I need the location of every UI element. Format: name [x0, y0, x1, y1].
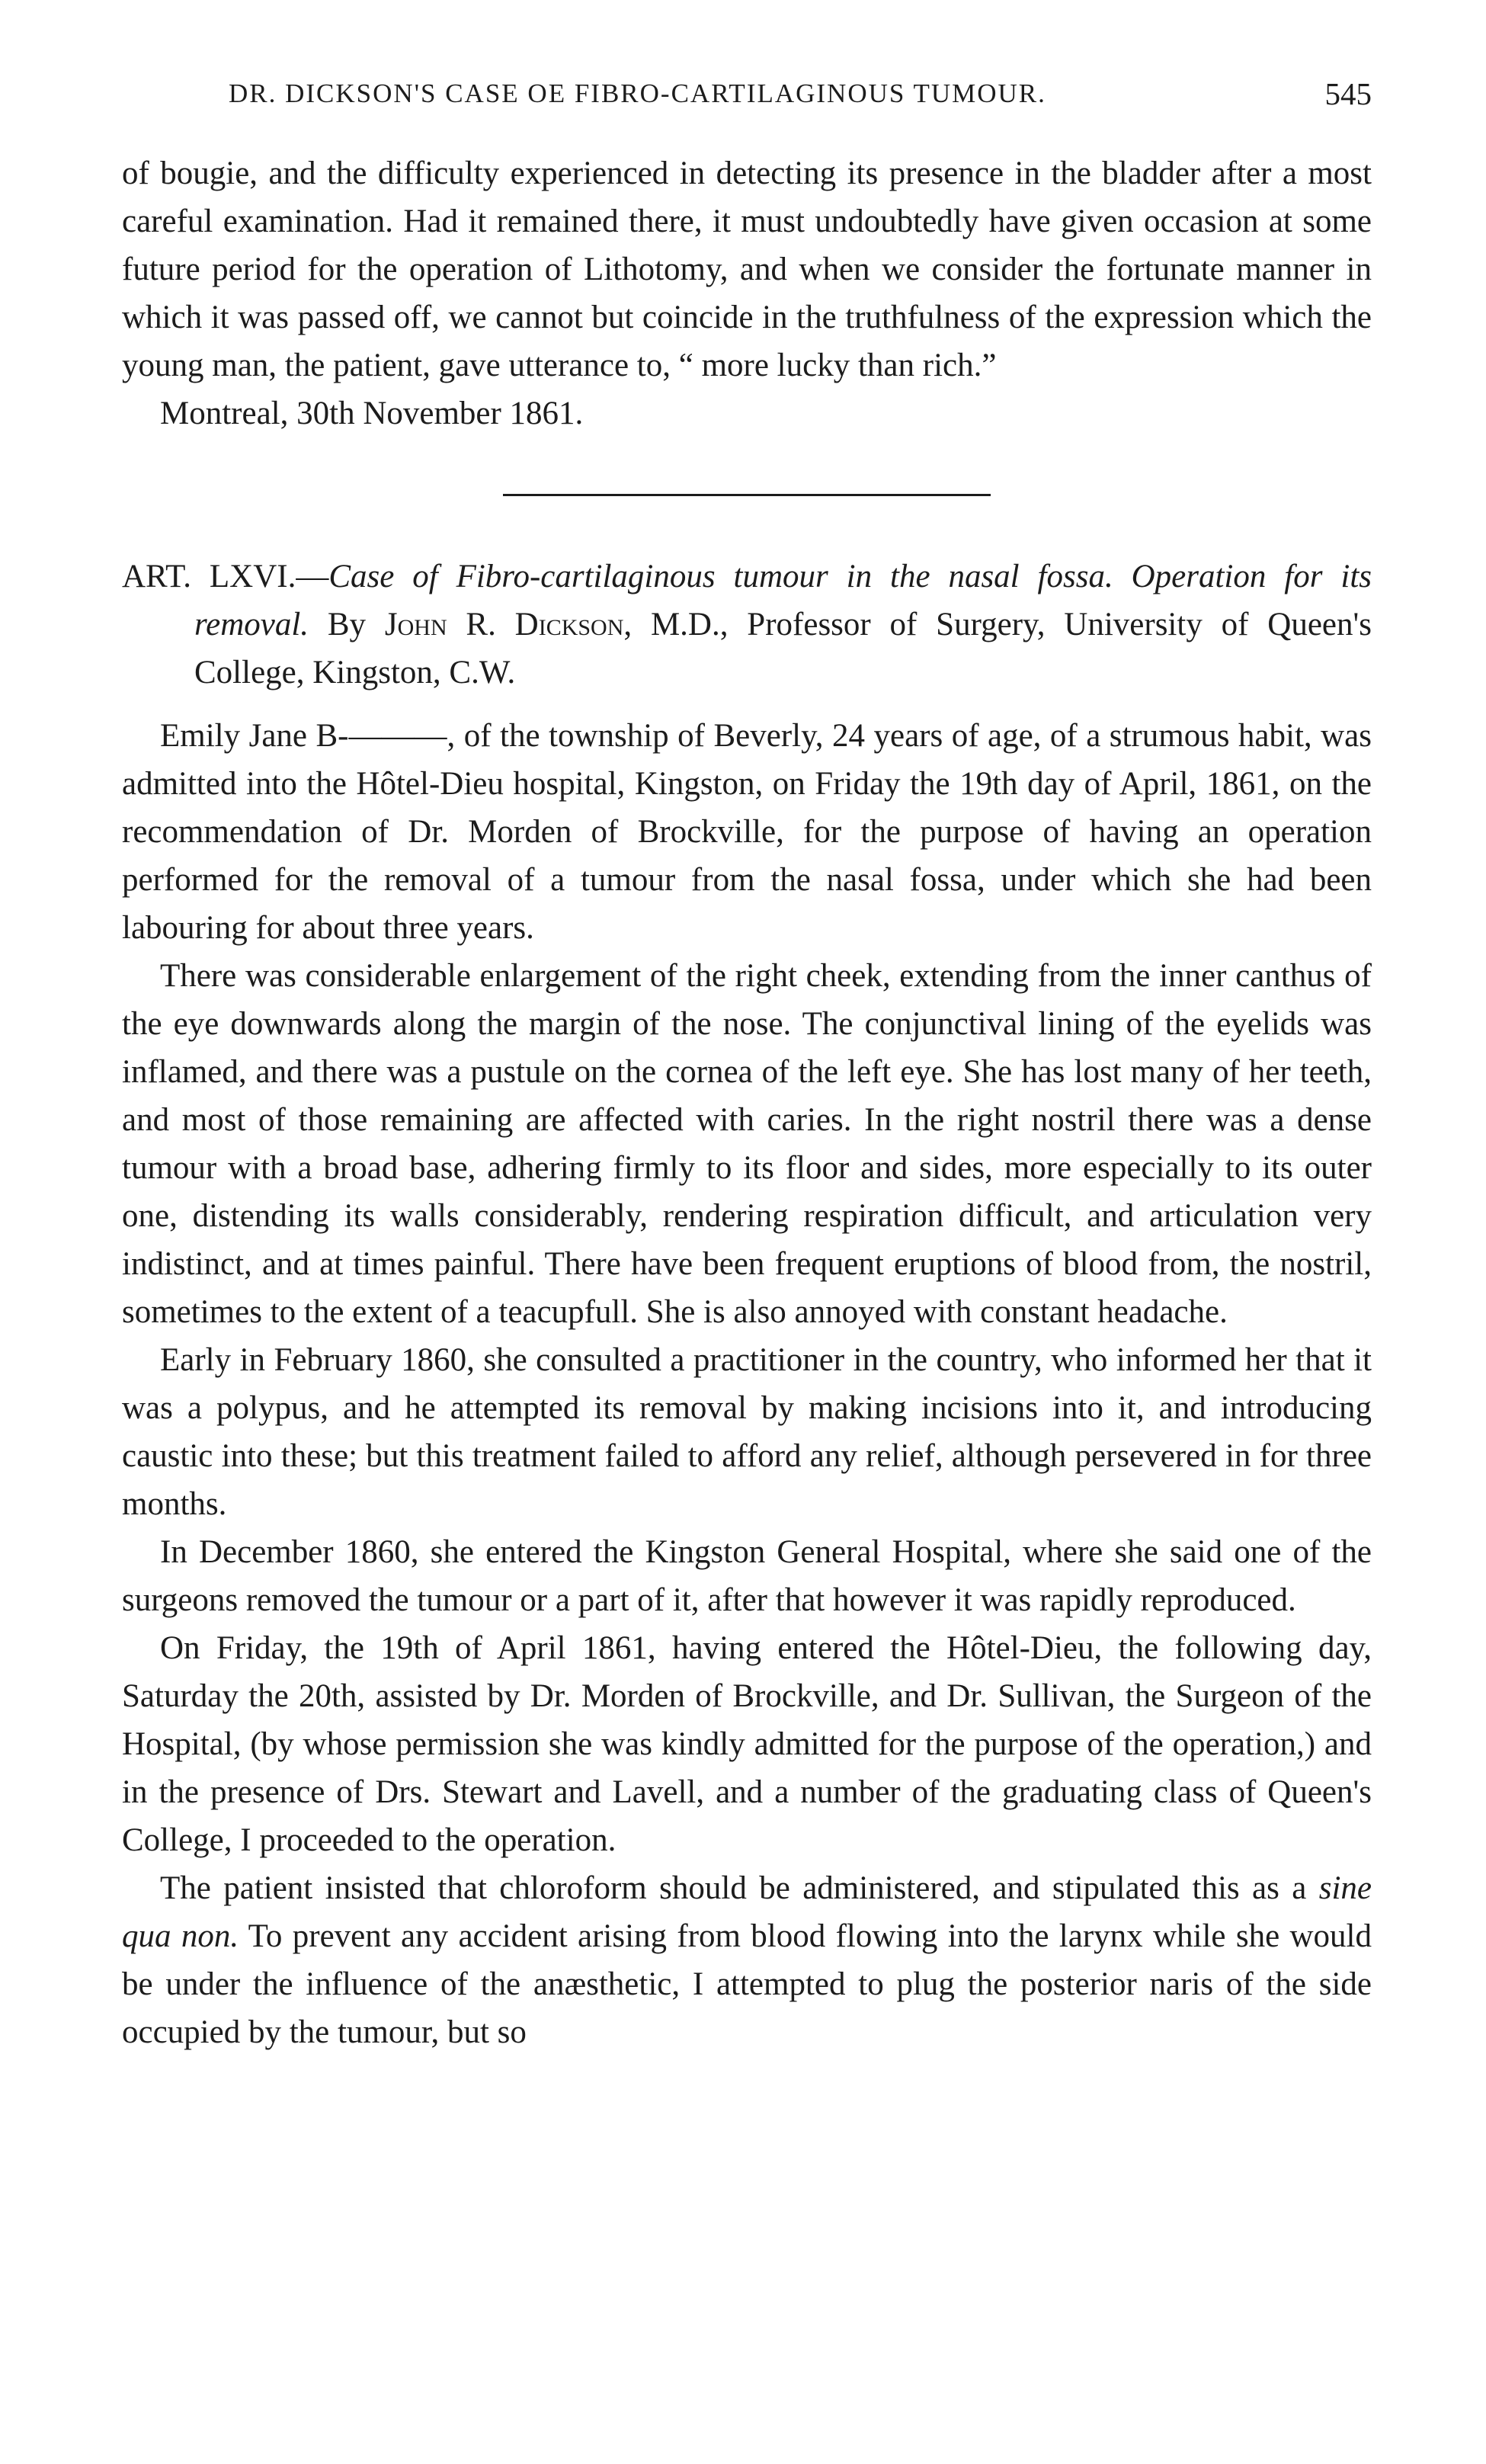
article-by: By: [309, 607, 385, 642]
article-credentials: , M.D., Professor of Surgery, University of Queen's College, Kingston, C.W.: [194, 607, 1372, 690]
paragraph-2: There was considerable enlargement of the right cheek, extending from the inner canthus of the eye downwards along the margin of the nose. The conjunctival lining of the eyelids was inflamed, and there was a pustule on the cornea of the left eye. She has lost many of her teeth, and most of those remaining are affected with caries. In the right nostril there was a dense tumour with a broad base, adhering firmly to its floor and sides, more especially to its outer one, distending its walls considerably, rendering respiration difficult, and articulation very indistinct, and at times painful. There have been frequent eruptions of blood from, the nostril, sometimes to the extent of a teacupfull. She is also annoyed with constant headache.: [122, 958, 1372, 1330]
prev-article-dateline: Montreal, 30th November 1861.: [160, 396, 584, 431]
prev-article-paragraph: of bougie, and the difficulty experienced in detecting its presence in the bladder after a most careful examination. Had it remained there, it must undoubtedly have given occasion at some future period for the operation of Lithotomy, and when we consider the fortunate manner in which it was passed off, we cannot but coincide in the truthfulness of the expression which the young man, the patient, gave utterance to, “ more lucky than rich.”: [122, 155, 1372, 383]
article-author: John R. Dickson: [384, 607, 624, 642]
paragraph-3: Early in February 1860, she consulted a practitioner in the country, who informed her that it was a polypus, and he attempted its removal by making incisions into it, and introducing caustic into these; but this treatment failed to afford any relief, although persevered in for three months.: [122, 1342, 1372, 1522]
body-text: [122, 149, 1372, 2056]
paragraph-6-italic: sine qua non.: [122, 1870, 1372, 1954]
running-title: DR. DICKSON'S CASE OE FIBRO-CARTILAGINOUS TUMOUR.: [229, 79, 1046, 108]
article-heading: [122, 553, 1372, 697]
paragraph-6-text-a: The patient insisted that chloroform should be administered, and stipulated this as a: [160, 1870, 1319, 1906]
section-divider-rule: [503, 494, 991, 496]
paragraph-5: On Friday, the 19th of April 1861, having entered the Hôtel-Dieu, the following day, Saturday the 20th, assisted by Dr. Morden of Brockville, and Dr. Sullivan, the Surgeon of the Hospital, (by whose permission she was kindly admitted for the purpose of the operation,) and in the presence of Drs. Stewart and Lavell, and a number of the graduating class of Queen's College, I proceeded to the operation.: [122, 1630, 1372, 1858]
paragraph-1: Emily Jane B-———, of the township of Beverly, 24 years of age, of a strumous habit, was admitted into the Hôtel-Dieu hospital, Kingston, on Friday the 19th day of April, 1861, on the recommendation of Dr. Morden of Brockville, for the purpose of having an operation performed for the removal of a tumour from the nasal fossa, under which she had been labouring for about three years.: [122, 718, 1372, 946]
page-number: 545: [1324, 76, 1372, 111]
paragraph-6-text-b: To prevent any accident arising from blood flowing into the larynx while she would be under the influence of the anæsthetic, I attempted to plug the posterior naris of the side occupied by the tumour, but so: [122, 1918, 1372, 2050]
article-title: Case of Fibro-cartilaginous tumour in the nasal fossa. Operation for its removal.: [194, 559, 1372, 642]
running-head: [122, 67, 1372, 120]
paragraph-4: In December 1860, she entered the Kingston General Hospital, where she said one of the surgeons removed the tumour or a part of it, after that however it was rapidly reproduced.: [122, 1534, 1372, 1618]
article-label: ART. LXVI.—: [122, 559, 329, 594]
paragraph-6: [122, 1864, 1372, 2056]
